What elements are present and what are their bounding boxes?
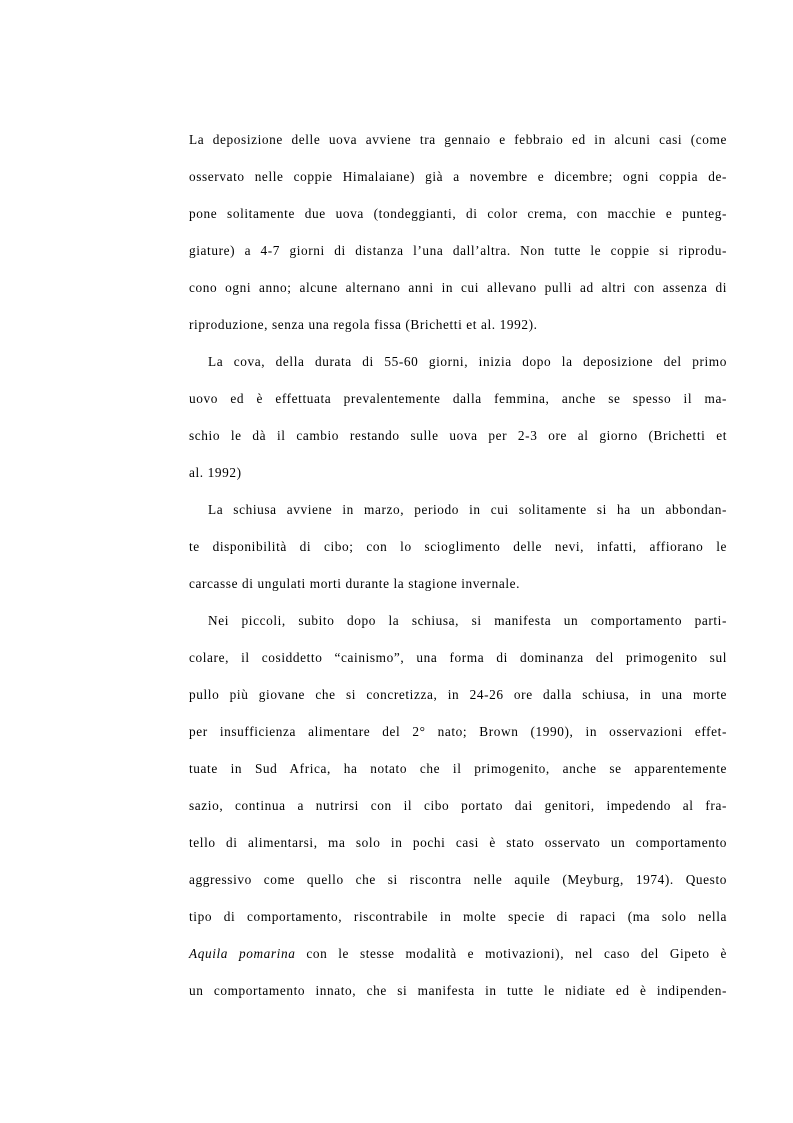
text-line: per insufficienza alimentare del 2° nato; Brown (1990), in osservazioni effet- [189,724,727,739]
text-line: La deposizione delle uova avviene tra gennaio e febbraio ed in alcuni casi (come [189,132,727,147]
text-line: tipo di comportamento, riscontrabile in molte specie di rapaci (ma solo nella [189,909,727,924]
text-line: giature) a 4-7 giorni di distanza l’una dall’altra. Non tutte le coppie si riprodu- [189,243,727,258]
text-line: riproduzione, senza una regola fissa (Brichetti et al. 1992). [189,317,538,332]
text-line: carcasse di ungulati morti durante la stagione invernale. [189,576,521,591]
text-line-with-italic [189,942,727,979]
text-line: pullo più giovane che si concretizza, in 24-26 ore dalla schiusa, in una morte [189,687,727,702]
paragraph-start-line: La schiusa avviene in marzo, periodo in cui solitamente si ha un abbondan- [208,502,727,517]
species-name-italic: Aquila pomarina [189,946,296,961]
text-line: tello di alimentarsi, ma solo in pochi casi è stato osservato un comportamento [189,835,727,850]
text-line: cono ogni anno; alcune alternano anni in cui allevano pulli ad altri con assenza di [189,280,727,295]
text-line: pone solitamente due uova (tondeggianti, di color crema, con macchie e punteg- [189,206,727,221]
text-line: aggressivo come quello che si riscontra nelle aquile (Meyburg, 1974). Questo [189,872,727,887]
paragraph-start-line: La cova, della durata di 55-60 giorni, inizia dopo la deposizione del primo [208,354,727,369]
text-line: schio le dà il cambio restando sulle uova per 2-3 ore al giorno (Brichetti et [189,428,727,443]
text-line: al. 1992) [189,465,242,480]
text-line: uovo ed è effettuata prevalentemente dalla femmina, anche se spesso il ma- [189,391,727,406]
text-line-rest: con le stesse modalità e motivazioni), nel caso del Gipeto è [295,946,727,961]
text-line: te disponibilità di cibo; con lo scioglimento delle nevi, infatti, affiorano le [189,539,727,554]
text-line: osservato nelle coppie Himalaiane) già a novembre e dicembre; ogni coppia de- [189,169,727,184]
text-line: un comportamento innato, che si manifesta in tutte le nidiate ed è indipenden- [189,983,727,998]
body-text [189,128,727,1016]
text-line: sazio, continua a nutrirsi con il cibo portato dai genitori, impedendo al fra- [189,798,727,813]
paragraph-start-line: Nei piccoli, subito dopo la schiusa, si manifesta un comportamento parti- [208,613,727,628]
text-line: colare, il cosiddetto “cainismo”, una forma di dominanza del primogenito sul [189,650,727,665]
text-line: tuate in Sud Africa, ha notato che il primogenito, anche se apparentemente [189,761,727,776]
